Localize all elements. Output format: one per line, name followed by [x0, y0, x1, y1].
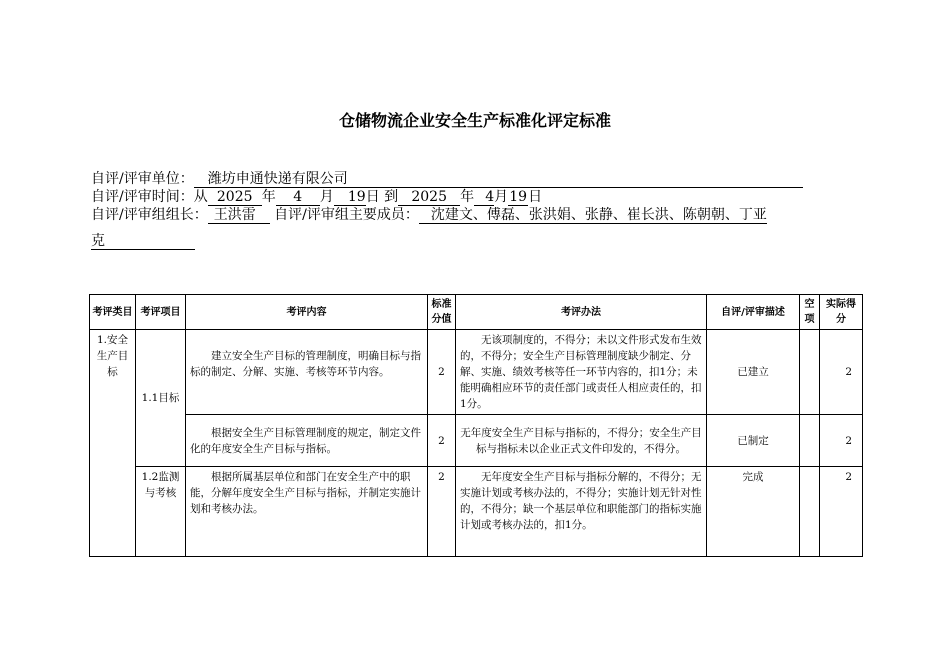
evaluation-table — [89, 294, 863, 557]
audit-team-line — [91, 206, 767, 224]
month-word: 月 — [319, 189, 334, 205]
description-cell: 已制定 — [707, 415, 800, 467]
year-word: 年 — [460, 189, 475, 205]
table-header-row — [90, 295, 863, 330]
content-cell: 根据安全生产目标管理制度的规定，制定文件化的年度安全生产目标与指标。 — [186, 415, 428, 467]
year-word: 年 — [261, 189, 276, 205]
content-cell: 根据所属基层单位和部门在安全生产中的职能，分解年度安全生产目标与指标，并制定实施计划和考核办法。 — [186, 467, 428, 557]
col-header-item: 考评项目 — [136, 295, 186, 330]
audit-unit-line — [91, 170, 803, 188]
leader-value: 王洪雷 — [208, 207, 270, 224]
description-cell: 已建立 — [707, 330, 800, 415]
audit-time-line — [91, 188, 542, 206]
content-cell: 建立安全生产目标的管理制度，明确目标与指标的制定、分解、实施、考核等环节内容。 — [186, 330, 428, 415]
score-cell: 2 — [428, 330, 456, 415]
members-value: 沈建文、傅磊、张洪娟、张静、崔长洪、陈朝朝、丁亚 — [419, 207, 767, 224]
document-title: 仓储物流企业安全生产标准化评定标准 — [338, 111, 611, 130]
method-cell: 无该项制度的，不得分；未以文件形式发布生效的，不得分；安全生产目标管理制度缺少制定、分解、实施、绩效考核等任一环节内容的，扣1分；未能明确相应环节的责任部门或责任人相应责任的，扣1分。 — [456, 330, 707, 415]
start-day: 19 — [334, 189, 366, 206]
col-header-empty: 空项 — [800, 295, 820, 330]
to-word: 到 — [384, 189, 399, 205]
audit-time-label: 自评/评审时间：从 — [91, 189, 208, 205]
method-cell: 无年度安全生产目标与指标分解的，不得分；无实施计划或考核办法的，不得分；实施计划无针对性的，不得分；缺一个基层单位和职能部门的指标实施计划或考核办法的，扣1分。 — [456, 467, 707, 557]
day-word: 日 — [528, 189, 543, 205]
col-header-method: 考评办法 — [456, 295, 707, 330]
actual-score-cell: 2 — [820, 467, 863, 557]
start-month: 4 — [276, 189, 320, 206]
method-cell: 无年度安全生产目标与指标的，不得分；安全生产目标与指标未以企业正式文件印发的，不得分。 — [456, 415, 707, 467]
day-word: 日 — [365, 189, 380, 205]
end-month: 4 — [474, 189, 494, 206]
end-day: 19 — [509, 189, 528, 205]
empty-cell — [800, 330, 820, 415]
col-header-category: 考评类目 — [90, 295, 136, 330]
audit-unit-value: 潍坊申通快递有限公司 — [194, 171, 803, 188]
score-cell: 2 — [428, 415, 456, 467]
end-year: 2025 — [398, 189, 460, 206]
audit-team-line-cont — [91, 232, 195, 250]
col-header-description: 自评/评审描述 — [707, 295, 800, 330]
month-word: 月 — [494, 189, 509, 205]
members-label: 自评/评审组主要成员： — [274, 207, 419, 223]
description-cell: 完成 — [707, 467, 800, 557]
audit-unit-label: 自评/评审单位： — [91, 171, 194, 187]
col-header-actual: 实际得分 — [820, 295, 863, 330]
col-header-score: 标准分值 — [428, 295, 456, 330]
members-value-cont: 克 — [91, 233, 195, 250]
col-header-content: 考评内容 — [186, 295, 428, 330]
table-row — [90, 467, 863, 557]
table-row — [90, 415, 863, 467]
actual-score-cell: 2 — [820, 330, 863, 415]
leader-label: 自评/评审组组长： — [91, 207, 208, 223]
item-cell: 1.1目标 — [136, 330, 186, 467]
empty-cell — [800, 415, 820, 467]
actual-score-cell: 2 — [820, 415, 863, 467]
start-year: 2025 — [208, 189, 262, 206]
table-row — [90, 330, 863, 415]
score-cell: 2 — [428, 467, 456, 557]
empty-cell — [800, 467, 820, 557]
category-cell: 1.安全生产目标 — [90, 330, 136, 557]
item-cell: 1.2监测与考核 — [136, 467, 186, 557]
